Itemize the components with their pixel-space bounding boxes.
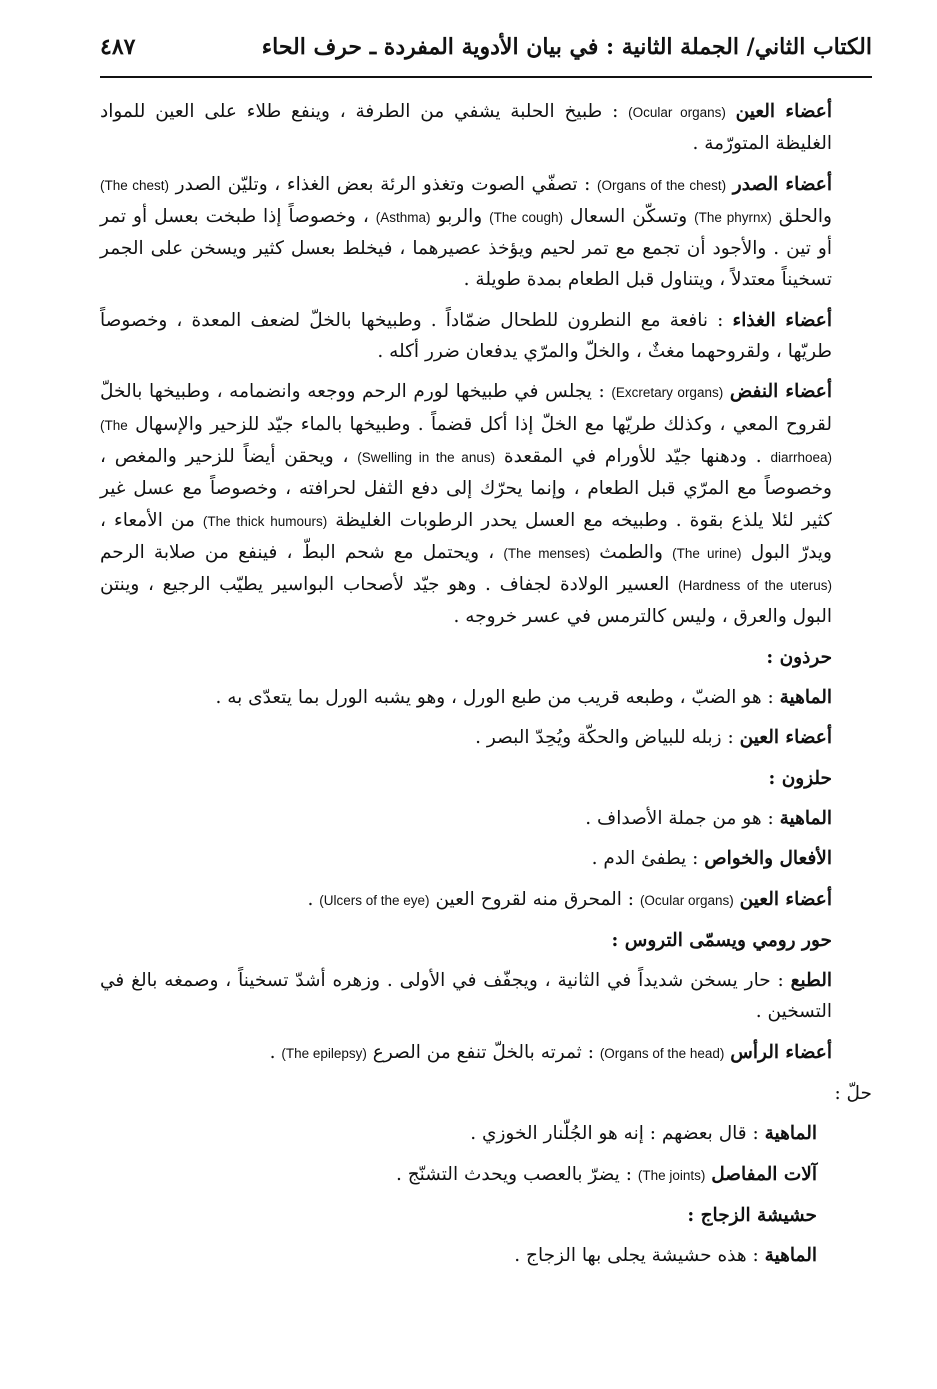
- paragraph: [100, 642, 872, 673]
- paragraph-text: والربو: [437, 205, 483, 227]
- header-rule: [100, 76, 872, 78]
- paragraph-text: ، ويحتمل مع شحم البطّ ، فينفع من صلابة الرحم: [100, 541, 495, 563]
- paragraph-text: : هذه حشيشة يجلى بها الزجاج .: [514, 1245, 759, 1267]
- entry-term: الماهية: [779, 807, 832, 829]
- paragraph: [100, 1078, 872, 1109]
- paragraph-text: ، ويحقن أيضاً للزحير والمغص ، وخصوصاً مع المرّي قبل الطعام ، وإنما يحرّك إلى دفع الثفل لحرافته ، وخصوصاً مع عسل غير كثير لئلا يلذع بقوة . وطبيخه مع العسل يحدر الرطوبات الغليظة: [100, 445, 832, 531]
- entry-term: آلات المفاصل: [711, 1163, 817, 1185]
- paragraph: [100, 376, 872, 632]
- paragraph-text: : طبيخ الحلبة يشفي من الطرفة ، وينفع طلاء على العين للمواد الغليظة المتورّمة .: [100, 101, 832, 155]
- paragraph-text: : زبله للبياض والحكّة ويُحِدّ البصر .: [475, 727, 734, 749]
- paragraph-text: والحلق: [778, 205, 832, 227]
- english-gloss: (Organs of the head): [599, 1045, 725, 1061]
- english-gloss: (Ocular organs): [628, 105, 726, 120]
- entry-term: أعضاء العين: [739, 727, 832, 749]
- entry-term: أعضاء العين: [739, 888, 832, 910]
- paragraph-text: : قال بعضهم : إنه هو الجُلّنار الخوزي .: [470, 1123, 759, 1145]
- entry-term: حرذون :: [766, 646, 832, 668]
- entry-term: الماهية: [764, 1123, 817, 1145]
- english-gloss: (The menses): [503, 545, 590, 561]
- paragraph: [100, 925, 872, 956]
- english-gloss: (The phyrnx): [694, 209, 772, 225]
- english-gloss: (Asthma): [375, 209, 431, 225]
- paragraph: [100, 682, 872, 713]
- paragraph: [100, 722, 872, 753]
- paragraph-text: : ثمرته بالخلّ تنفع من الصرع: [372, 1041, 594, 1063]
- paragraph: [100, 763, 872, 794]
- entry-term: أعضاء الغذاء: [732, 309, 832, 331]
- paragraph-text: حلّ :: [834, 1083, 872, 1105]
- paragraph-text: : هو الضبّ ، وطبعه قريب من طبع الورل ، وهو يشبه الورل بما يتعدّى به .: [215, 687, 774, 709]
- english-gloss: (The chest): [100, 177, 170, 193]
- paragraph: [100, 305, 872, 368]
- paragraph: [100, 884, 872, 916]
- english-gloss: (The urine): [672, 545, 742, 561]
- english-gloss: (Ocular organs): [639, 892, 734, 908]
- paragraph-text: .: [307, 888, 314, 910]
- paragraph-text: : يضرّ بالعصب ويحدث التشنّج .: [395, 1163, 632, 1185]
- paragraph: [100, 1200, 872, 1231]
- paragraph-text: وتسكّن السعال: [570, 205, 688, 227]
- entry-term: حور رومي ويسمّى التروس :: [611, 929, 832, 951]
- paragraph: [100, 803, 872, 834]
- header-title: الكتاب الثاني/ الجملة الثانية : في بيان الأدوية المفردة ـ حرف الحاء: [261, 34, 872, 60]
- entry-term: أعضاء العين: [735, 101, 832, 122]
- paragraph-text: : المحرق منه لقروح العين: [435, 888, 635, 910]
- paragraph: [100, 1240, 872, 1271]
- entry-term: أعضاء الرأس: [730, 1041, 832, 1063]
- paragraph-text: : نافعة مع النطرون للطحال ضمّاداً . وطبيخها بالخلّ لضعف المعدة ، وخصوصاً طريّها ، ولقروحهما مغثٌ ، والخلّ والمرّي يدفعان ضرر أكله .: [100, 309, 832, 363]
- paragraph-text: . ودهنها جيّد للأورام في المقعدة: [503, 445, 762, 467]
- english-gloss: (Organs of the chest): [597, 177, 727, 193]
- english-gloss: (Hardness of the uterus): [678, 578, 832, 594]
- paragraph: [100, 169, 872, 296]
- english-gloss: (The cough): [489, 209, 564, 225]
- paragraph-text: العسير الولادة لجفاف . وهو جيّد لأصحاب البواسير يطيّب الرجيع ، وينتن البول والعرق ، وليس كالترمس في عسر خروجه .: [100, 574, 832, 628]
- entry-term: الماهية: [764, 1245, 817, 1267]
- paragraph: [100, 1118, 872, 1149]
- paragraph: [100, 96, 872, 160]
- paragraph-text: : يطفئ الدم .: [591, 848, 699, 870]
- english-gloss: (The thick humours): [202, 513, 328, 529]
- paragraph-text: والطمث: [599, 541, 663, 563]
- english-gloss: (The diarrhoea): [100, 417, 832, 465]
- paragraph-text: : هو من جملة الأصداف .: [585, 807, 774, 829]
- entry-term: أعضاء النفض: [729, 381, 832, 403]
- paragraph-text: ، وخصوصاً إذا طبخت بعسل أو تمر أو تين . والأجود أن تجمع مع تمر لحيم ويؤخذ عصيرهما ، فيخلط بعسل كثير ويسخن على الجمر تسخيناً معتدلاً ، ويتناول قبل الطعام بمدة طويلة .: [100, 205, 832, 291]
- english-gloss: (Swelling in the anus): [357, 449, 496, 465]
- paragraph-text: : تصفّي الصوت وتغذو الرئة بعض الغذاء ، وتليّن الصدر: [175, 173, 591, 195]
- entry-term: الطبع: [790, 970, 832, 992]
- entry-term: حلزون :: [768, 767, 832, 789]
- paragraph-text: .: [269, 1041, 276, 1063]
- paragraph-text: : يجلس في طبيخها لورم الرحم ووجعه وانضمامه ، وطبيخها بالخلّ لقروح المعي ، وكذلك طريّها مع الخلّ إذا أكل قضماً . وطبيخها بالماء جيّد للزحير والإسهال: [100, 381, 832, 435]
- english-gloss: (The epilepsy): [281, 1045, 367, 1061]
- page-number: ٤٨٧: [100, 34, 136, 60]
- entry-term: حشيشة الزجاج :: [687, 1204, 817, 1226]
- paragraph: [100, 1159, 872, 1191]
- entry-term: الأفعال والخواص: [704, 848, 832, 870]
- entry-term: أعضاء الصدر: [732, 173, 832, 195]
- body-text: [100, 96, 872, 1281]
- running-header: [100, 28, 872, 72]
- paragraph-text: من الأمعاء ، ويدرّ البول: [100, 509, 832, 563]
- english-gloss: (The joints): [637, 1167, 706, 1183]
- english-gloss: (Excretary organs): [611, 385, 724, 401]
- entry-term: الماهية: [779, 687, 832, 709]
- paragraph: [100, 843, 872, 874]
- paragraph: [100, 965, 872, 1028]
- paragraph: [100, 1037, 872, 1069]
- english-gloss: (Ulcers of the eye): [319, 892, 430, 908]
- paragraph-text: : حار يسخن شديداً في الثانية ، ويجفّف في الأولى . وزهره أشدّ تسخيناً ، وصمغه بالغ في التسخين .: [100, 970, 832, 1023]
